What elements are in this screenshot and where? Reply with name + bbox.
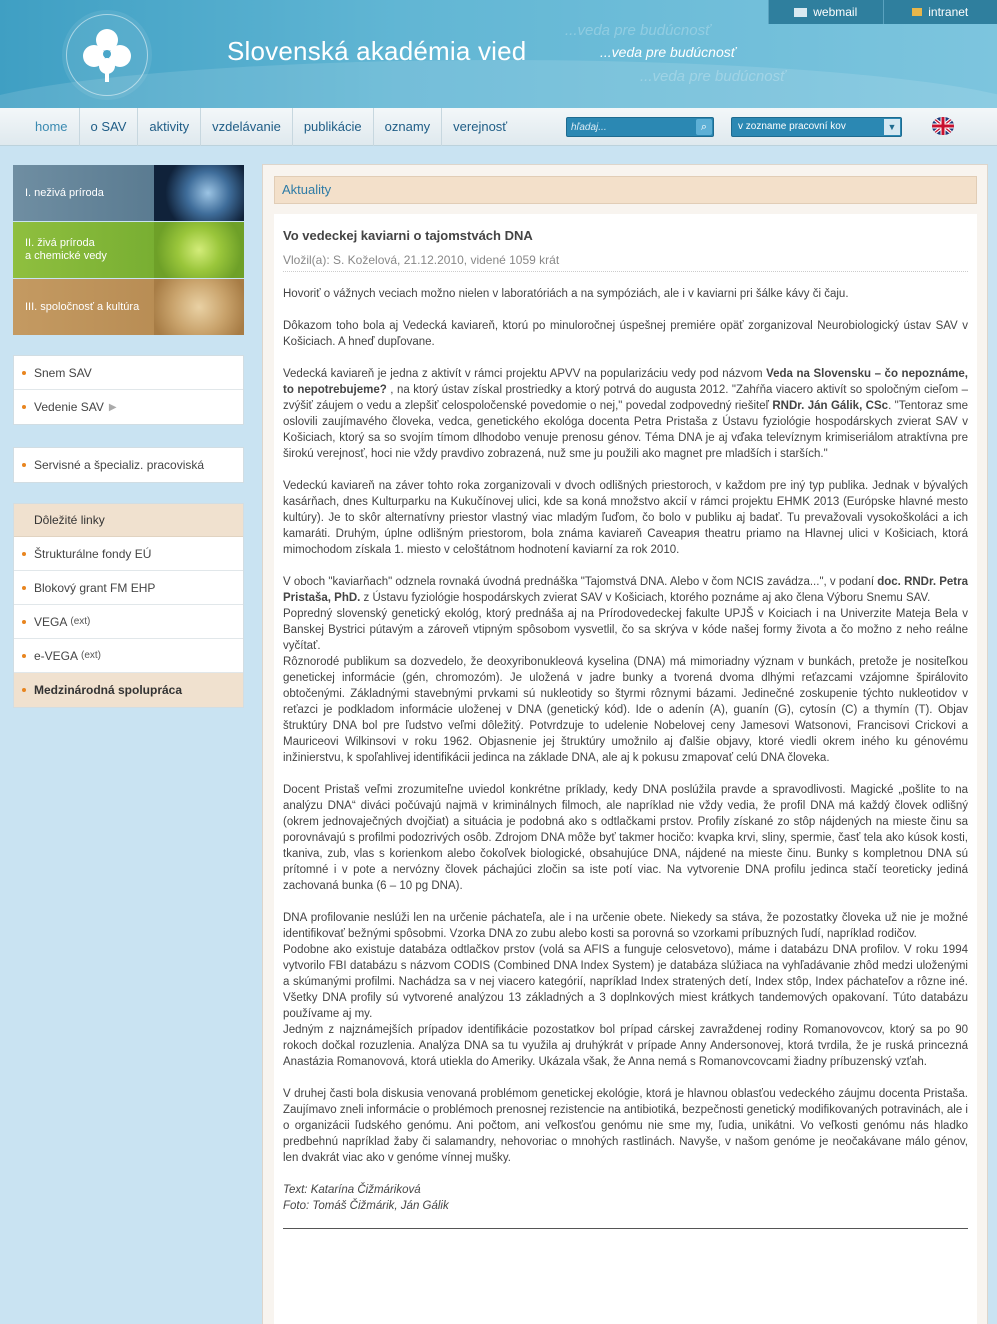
credit-text: Text: Katarína Čižmáriková — [283, 1184, 421, 1196]
article-paragraph: V oboch "kaviarňach" odznela rovnaká úvodná prednáška "Tajomstvá DNA. Alebo v čom NCIS zavádza...", v podaní doc. RNDr. Petra Pristaša, PhD. z Ústavu fyziológie hospodárskych zvierat SAV v Košiciach, ktorého poznáme aj ako člena Výboru Snemu SAV. — [283, 576, 968, 604]
nav-item-verejnost[interactable]: verejnosť — [453, 119, 508, 134]
sidebar-panel-links — [13, 503, 244, 708]
vitruvian-image — [154, 279, 244, 335]
article-paragraph: Popredný slovenský genetický ekológ, ktorý prednáša aj na Prírodovedeckej fakulte UPJŠ v Koiciach i na Univerzite Mateja Bela v Banskej Bystrici pútavým a zároveň vtipným spôsobom vysvetlil, čo sa skrýva v kóde našej formy života a čo možno z neho reálne vyčítať. — [283, 608, 968, 652]
search-input[interactable] — [569, 119, 693, 135]
search-box — [566, 117, 714, 137]
external-badge: (ext) — [81, 650, 102, 661]
sidebar-item-medzinarodna-spolupraca[interactable] — [14, 673, 243, 707]
main-content — [262, 164, 988, 1324]
sidebar-item-snem-sav[interactable] — [14, 356, 243, 390]
leaf-emblem-icon — [72, 20, 142, 90]
site-header — [0, 0, 997, 108]
news-article — [274, 214, 977, 1324]
sidebar-panel-servis — [13, 447, 244, 483]
sidebar-item-label: Blokový grant FM EHP — [34, 580, 156, 595]
category-label: I. neživá príroda — [25, 186, 104, 199]
researcher-name: RNDr. Ján Gálik, CSc — [772, 400, 889, 412]
sidebar-item-vega[interactable] — [14, 605, 243, 639]
key-icon — [912, 8, 922, 16]
article-meta: Vložil(a): S. Koželová, 21.12.2010, videné 1059 krát — [283, 253, 968, 272]
article-paragraph: Hovoriť o vážnych veciach možno nielen v laboratóriách a na sympóziách, ale i v kaviarni pri šálke kávy či čaju. — [283, 288, 849, 300]
bullet-icon — [22, 552, 26, 556]
category-living-nature[interactable] — [13, 222, 244, 278]
bullet-icon — [22, 688, 26, 692]
sidebar-panel-snem — [13, 355, 244, 425]
sav-logo[interactable] — [62, 10, 152, 100]
bullet-icon — [22, 654, 26, 658]
section-title: Aktuality — [274, 176, 977, 204]
intranet-label: intranet — [928, 5, 969, 19]
intranet-link[interactable] — [883, 0, 997, 24]
article-paragraph: Dôkazom toho bola aj Vedecká kaviareň, ktorú po minuloročnej úspešnej premiére opäť zorganizoval Neurobiologický ústav SAV v Košiciach. A hneď dupľovane. — [283, 320, 968, 348]
english-flag-icon[interactable] — [932, 117, 954, 135]
site-slogan: ...veda pre budúcnosť — [600, 44, 736, 60]
bullet-icon — [22, 463, 26, 467]
category-nonliving-nature[interactable] — [13, 165, 244, 221]
chevron-down-icon: ▼ — [884, 119, 900, 135]
bullet-icon — [22, 405, 26, 409]
sidebar-item-label: Štrukturálne fondy EÚ — [34, 546, 152, 561]
external-badge: (ext) — [70, 616, 91, 627]
sidebar-item-label: e-VEGA — [34, 648, 79, 663]
bullet-icon — [22, 620, 26, 624]
article-paragraph: Docent Pristaš veľmi zrozumiteľne uviedol konkrétne príklady, kedy DNA poslúžila pravde a spravodlivosti. Magické „pošlite to na analýzu DNA“ diváci počúvajú najmä v kriminálnych filmoch, ale napríklad nie vždy vedia, že profil DNA má každý človek odlišný (okrem jednovaječných dvojčiat) a situácia je podobná ako s odtlačkami prstov. Profily získané zo stôp nájdených na mieste činu sa porovnávajú s profilmi podozrivých osôb. Zdrojom DNA môže byť takmer hocičo: kvapka krvi, sliny, spermie, časť tela ako kúsok kosti, tkaniva, zub, vlas s korienkom alebo čokoľvek biologické, obsahujúce DNA, nájdené na mieste činu. Bunky s kompletnou DNA sú prítomné i v pote a nervózny človek páchajúci zločin sa iste potí viac. Na vytvorenie DNA profilu jedinca stačí teoreticky jediná zachovaná bunka (6 – 10 pg DNA). — [283, 784, 968, 892]
slogan-ghost-top: ...veda pre budúcnosť — [565, 22, 711, 39]
sidebar-item-label: VEGA — [34, 614, 68, 629]
links-heading: Dôležité linky — [14, 504, 243, 537]
sidebar-item-label: Medzinárodná spolupráca — [34, 683, 183, 697]
article-paragraph: V druhej časti bola diskusia venovaná problémom genetickej ekológie, ktorá je hlavnou oblasťou vedeckého záujmu docenta Pristaša. Zaujímavo zneli informácie o problémoch prenosnej rezistencie na antibiotiká, bezpečnosti genetický modifikovaných potravinách, ale i o organizácii ľudského genómu. Ani počtom, ani veľkosťou genómu nie sme my, ľudia, unikátni. Vo veľkosti genómu nás hladko predbehnú napríklad žaby či salamandry, nehovoriac o mnohých rastlinách. Navyše, v našom genóme je neočakávane málo génov, len dvakrát viac ako v genóme vínnej mušky. — [283, 1088, 968, 1164]
webmail-link[interactable] — [768, 0, 883, 24]
nav-item-vzdelavanie[interactable]: vzdelávanie — [201, 108, 293, 146]
lecturer-name: doc. RNDr. Petra Pristaša, PhD. — [283, 576, 968, 604]
uk-flag-graphic — [932, 117, 954, 135]
sidebar-item-blokovy-grant[interactable] — [14, 571, 243, 605]
article-paragraph: Rôznorodé publikum sa dozvedelo, že deoxyribonukleová kyselina (DNA) má mimoriadny význam v bunkách, pretože je nositeľkou genetickej informácie (gén, chromozóm). Je uložená v jadre bunky a tvorená dvoma dlhými reťazcami vzájomne špirálovito obtočenými. Základnými stavebnými prvkami sú nukleotidy so štyrmi rôznymi bázami. Jedinečné zoskupenie týchto nukleotidov v reťazci je podkladom informácie uloženej v DNA (genetický kód). Ide o adenín (A), guanín (G), cytosín (C) a thymín (T). Objav štruktúry DNA bol pre ľudstvo veľmi dôležitý. Potvrdzuje to udelenie Nobelovej ceny Jamesovi Watsonovi, Francisovi Crickovi a Mauriceovi Wilkinsovi v roku 1962. Objasnenie jej štruktúry umožnilo aj ďalšie objavy, ktoré viedli okrem iného ku génovému inžinierstvu, k spoľahlivej identifikácii jedinca na základe DNA, ale aj k pokusu zmapovať celú DNA človeka. — [283, 656, 968, 764]
article-paragraph: Jedným z najznámejších prípadov identifikácie pozostatkov bol prípad cárskej zavraždenej rodiny Romanovovcov, ktorý sa po 90 rokoch dočkal rozuzlenia. Analýza DNA sa tu využila aj druhýkrát v prípade Anny Andersonovej, ktorá tvrdila, že je ruská princezná Anastázia Romanovová, ktorá utiekla do Ameriky. Ukázala však, že Anna nemá s Romanovcovcami žiadny príbuzenský vzťah. — [283, 1024, 968, 1068]
article-divider — [283, 1228, 968, 1229]
nav-item-publikacie[interactable]: publikácie — [293, 108, 374, 146]
globe-image — [154, 165, 244, 221]
category-society-culture[interactable] — [13, 279, 244, 335]
top-links — [768, 0, 997, 24]
article-title: Vo vedeckej kaviarni o tajomstvách DNA — [283, 228, 533, 243]
sidebar-item-label: Vedenie SAV — [34, 400, 104, 414]
bullet-icon — [22, 371, 26, 375]
article-paragraph: Vedecká kaviareň je jedna z aktivít v rámci projektu APVV na popularizáciu vedy pod názvom Veda na Slovensku – čo nepoznáme, to nepotrebujeme? , na ktorý ústav získal prostriedky a ktorý potrvá do augusta 2012. "Zahŕňa viacero aktivít so spoločným cieľom – zvýšiť záujem o vedu a zlepšiť celospoločenské povedomie o nej," povedal zodpovedný riešiteľ RNDr. Ján Gálik, CSc. "Tentoraz sme oslovili zaujímavého človeka, vedca, genetického ekológa docenta Petra Pristaša z Ústavu fyziológie hospodárskych zvierat SAV v Košiciach, ktorý sa so svojím tímom dlhodobo venuje prenosu génov. Téma DNA je aj vďaka televíznym krimiseriálom atraktívna pre širokú verejnosť, hoci nie vždy pravdivo zobrazená, nuž sme ju použili ako magnet pre mladších i starších." — [283, 368, 968, 460]
category-label: III. spoločnosť a kultúra — [25, 300, 140, 313]
project-name: Veda na Slovensku – čo nepoznáme, to nepotrebujeme? — [283, 368, 968, 396]
sidebar-item-strukturalne-fondy[interactable] — [14, 537, 243, 571]
sidebar-item-e-vega[interactable] — [14, 639, 243, 673]
credit-photo: Foto: Tomáš Čižmárik, Ján Gálik — [283, 1200, 449, 1212]
sidebar-item-label: Servisné a špecializ. pracoviská — [34, 458, 205, 472]
search-icon[interactable]: ⌕ — [696, 119, 712, 135]
site-title[interactable]: Slovenská akadémia vied — [227, 36, 527, 66]
sidebar-item-label: Snem SAV — [34, 365, 92, 380]
nav-item-oznamy[interactable]: oznamy — [374, 108, 443, 146]
bullet-icon — [22, 586, 26, 590]
nav-menu — [24, 108, 518, 146]
nav-item-o-sav[interactable]: o SAV — [80, 108, 139, 146]
chevron-right-icon: ▶ — [108, 401, 117, 413]
directory-select[interactable] — [731, 117, 902, 137]
article-paragraph: DNA profilovanie neslúži len na určenie páchateľa, ale i na určenie obete. Niekedy sa stáva, že pozostatky človeka už nie je možné identifikovať bežnými spôsobmi. Vzorka DNA zo zubu alebo kosti sa porovná so vzorkami príbuzných ľudí, napríklad rodičov. — [283, 912, 968, 940]
slogan-ghost-bottom: ...veda pre budúcnosť — [640, 68, 786, 85]
sidebar-item-vedenie-sav[interactable] — [14, 390, 243, 424]
sidebar-item-servisne-pracoviska[interactable] — [14, 448, 243, 482]
article-body — [283, 286, 968, 1214]
category-label: II. živá príroda a chemické vedy — [25, 237, 107, 262]
article-paragraph: Vedeckú kaviareň na záver tohto roka zorganizovali v dvoch odlišných priestoroch, v každom pre iný typ publika. Jednak v bývalých kasárňach, dnes Kulturparku na Kukučínovej ulici, kde sa koná množstvo akcií v rámci projektu EHMK 2013 (Európske hlavné mesto kultúry). Je to skôr alternatívny priestor vlastný viac mladým ľuďom, čo bolo v publiku aj badať. Tu prevažovali vysokoškoláci a ich kamaráti. Druhým, úplne odlišným priestorom, bola známa kaviareň Caveария theatru priamo na Hlavnej ulici v Košiciach, ktorá mimochodom získala 1. miesto v celoštátnom hodnotení kaviarní za rok 2010. — [283, 480, 968, 556]
nav-item-aktivity[interactable]: aktivity — [138, 108, 201, 146]
webmail-label: webmail — [813, 5, 858, 19]
nav-item-home[interactable]: home — [24, 108, 80, 146]
article-paragraph: Podobne ako existuje databáza odtlačkov prstov (volá sa AFIS a funguje celosvetovo), máme i databázu DNA profilov. V roku 1994 vytvorilo FBI databázu s názvom CODIS (Combined DNA Index System) je databáza slúžiaca na vyhľadávanie zhôd medzi uloženými a skúmanými profilmi. Nachádza sa v nej viacero kategórií, napríklad Index stratených detí, Index stôp, Index páchateľov a rôzne iné. Všetky DNA profily sú vytvorené analýzou 13 základných a 3 doplnkových miest krátkych tandemových opakovaní. Túto databázu používame aj my. — [283, 944, 968, 1020]
directory-select-value: v zozname pracovní kov — [738, 121, 846, 132]
mail-icon — [794, 8, 807, 17]
cells-image — [154, 222, 244, 278]
